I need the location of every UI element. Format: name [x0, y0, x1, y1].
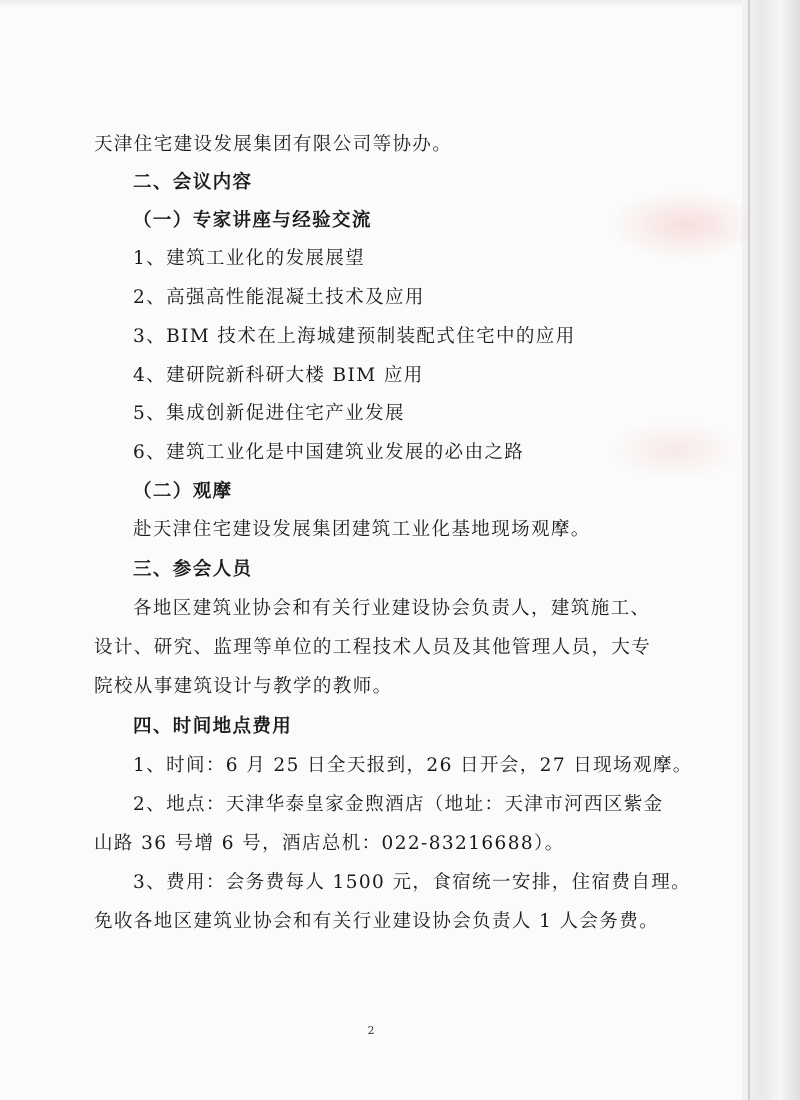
seal-bleed-through — [610, 190, 760, 260]
scan-top-shadow — [0, 0, 742, 8]
seal-bleed-through — [610, 420, 740, 480]
paragraph-line: 各地区建筑业协会和有关行业建设协会负责人，建筑施工、 — [133, 598, 651, 619]
paragraph-line: 免收各地区建筑业协会和有关行业建设协会负责人 1 人会务费。 — [94, 911, 660, 932]
list-item: 6、建筑工业化是中国建筑业发展的必由之路 — [133, 442, 525, 463]
list-item: 5、集成创新促进住宅产业发展 — [133, 403, 405, 424]
list-item: 2、高强高性能混凝土技术及应用 — [133, 287, 425, 308]
paragraph-line: 院校从事建筑设计与教学的教师。 — [94, 676, 393, 697]
section-heading: 四、时间地点费用 — [133, 716, 293, 737]
paragraph-line: 1、时间：6 月 25 日全天报到，26 日开会，27 日现场观摩。 — [133, 755, 693, 776]
paragraph-line: 3、费用：会务费每人 1500 元，食宿统一安排，住宿费自理。 — [133, 872, 692, 893]
page-number: 2 — [367, 1024, 375, 1037]
section-heading: 二、会议内容 — [133, 172, 253, 193]
scan-right-edge — [742, 0, 800, 1100]
continuation-line: 天津住宅建设发展集团有限公司等协办。 — [94, 134, 453, 155]
paragraph-line: 2、地点：天津华泰皇家金煦酒店（地址：天津市河西区紫金 — [133, 794, 664, 815]
paragraph: 赴天津住宅建设发展集团建筑工业化基地现场观摩。 — [133, 519, 591, 540]
section-heading: 三、参会人员 — [133, 559, 253, 580]
list-item: 4、建研院新科研大楼 BIM 应用 — [133, 365, 424, 386]
list-item: 3、BIM 技术在上海城建预制装配式住宅中的应用 — [133, 326, 576, 347]
subsection-heading: （一）专家讲座与经验交流 — [133, 210, 372, 231]
subsection-heading: （二）观摩 — [133, 481, 233, 502]
paragraph-line: 山路 36 号增 6 号，酒店总机：022-83216688）。 — [94, 833, 565, 854]
list-item: 1、建筑工业化的发展展望 — [133, 248, 366, 269]
paragraph-line: 设计、研究、监理等单位的工程技术人员及其他管理人员，大专 — [94, 637, 652, 658]
